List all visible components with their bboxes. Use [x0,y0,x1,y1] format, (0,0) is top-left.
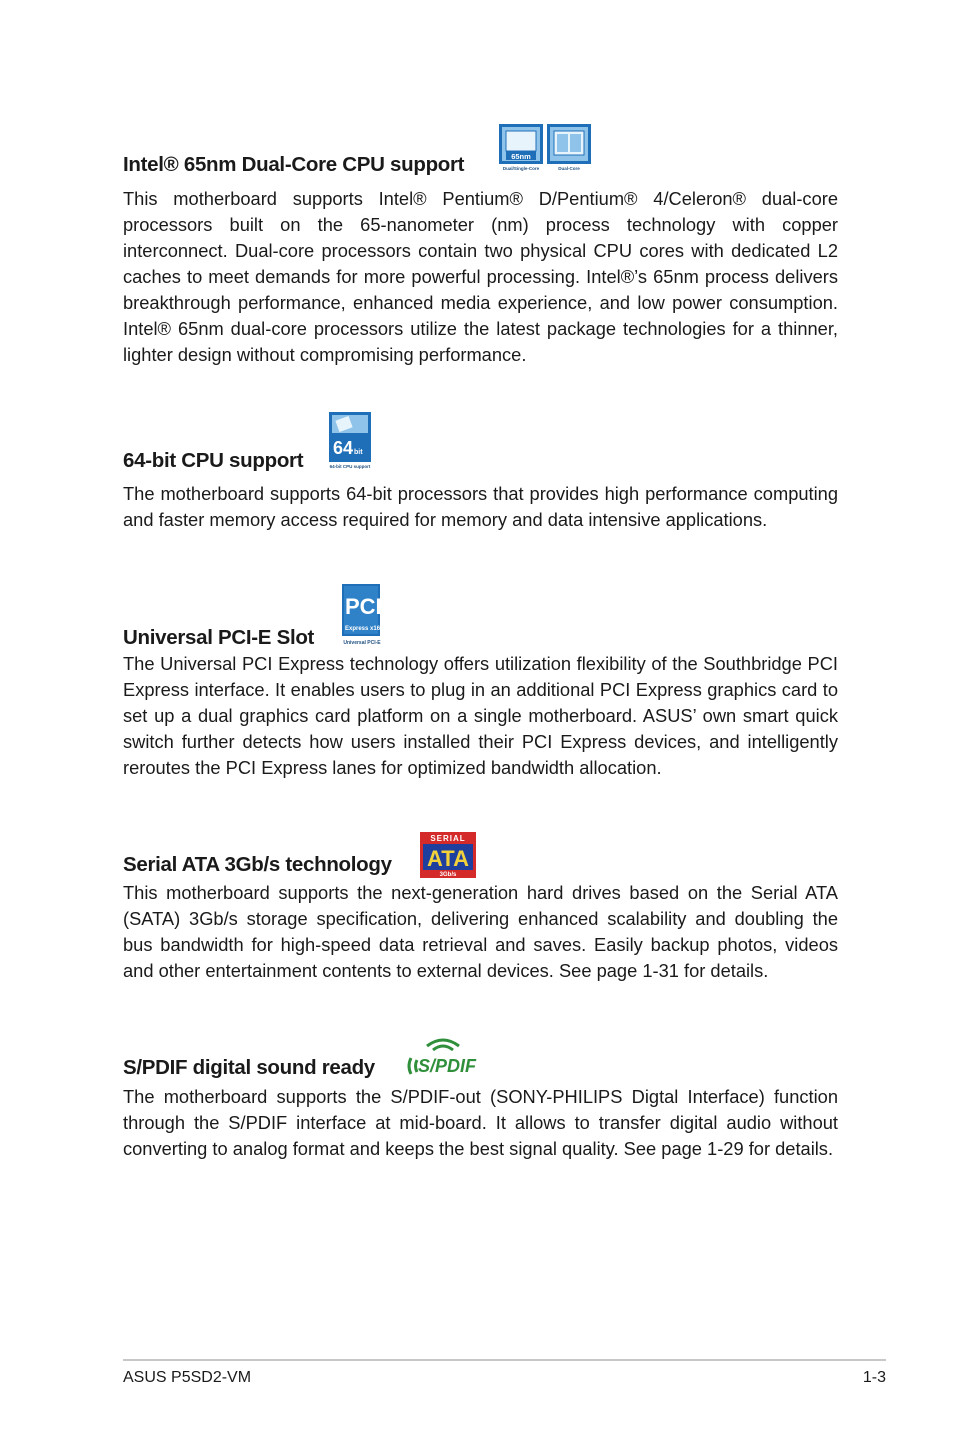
svg-text:64: 64 [333,438,354,458]
svg-text:Universal PCI-E: Universal PCI-E [343,640,381,646]
64-bit-cpu-logo-icon [329,412,371,470]
svg-text:64-bit CPU support: 64-bit CPU support [329,464,371,469]
serial-ata-logo-icon [420,832,476,878]
svg-text:65nm: 65nm [511,152,531,161]
section-heading: S/PDIF digital sound ready [123,1056,375,1079]
section-64bit-cpu [123,412,838,562]
footer-divider [123,1359,886,1361]
section-heading: Intel® 65nm Dual-Core CPU support [123,153,465,176]
section-heading: Universal PCI-E Slot [123,626,315,649]
svg-text:3Gb/s: 3Gb/s [439,872,457,878]
footer-page-number: 1-3 [862,1369,886,1386]
section-spdif [123,1036,838,1196]
svg-text:Dual/Single-Core: Dual/Single-Core [502,166,540,171]
svg-text:Dual-Core: Dual-Core [558,166,580,171]
section-heading: Serial ATA 3Gb/s technology [123,853,392,876]
section-body: The Universal PCI Express technology offers utilization flexibility of the Southbridge PCI Express interface. It enables users to plug in an additional PCI Express graphics card to set up a dual graphics card platform on a single motherboard. ASUS’ own smart quick switch further detects how users installed their PCI Express devices, and intelligently reroutes the PCI Express lanes for optimized bandwidth allocation. [123,653,838,778]
spdif-logo-icon [407,1036,479,1078]
section-intel-65nm [123,120,838,380]
svg-text:bit: bit [354,449,363,456]
section-body: This motherboard supports the next-generation hard drives based on the Serial ATA (SATA) 3Gb/s storage specification, delivering enhanced scalability and doubling the bus bandwidth for high-speed data retrieval and saves. Easily backup photos, videos and other entertainment contents to external devices. See page 1-31 for details. [123,882,838,981]
section-body: This motherboard supports Intel® Pentium® D/Pentium® 4/Celeron® dual-core processors built on the 65-nanometer (nm) process technology with copper interconnect. Dual-core processors contain two physical CPU cores with dedicated L2 caches to meet demands for more powerful processing. Intel®’s 65nm process delivers breakthrough performance, enhanced media experience, and low power consumption. Intel® 65nm dual-core processors utilize the latest package technologies for a thinner, lighter design without compromising performance. [123,188,838,365]
65nm-dual-single-core-logo-icon [499,124,543,172]
section-body: The motherboard supports 64-bit processors that provides high performance computing and faster memory access required for memory and data intensive applications. [123,483,838,530]
universal-pci-e-logo-icon [342,584,382,646]
section-heading: 64-bit CPU support [123,449,304,472]
section-serial-ata [123,830,838,1020]
section-universal-pci-e [123,584,838,814]
section-body: The motherboard supports the S/PDIF-out (SONY-PHILIPS Digtal Interface) function through the S/PDIF interface at mid-board. It allows to transfer digital audio without converting to analog format and keeps the best signal quality. See page 1-29 for details. [123,1086,838,1159]
svg-text:PCI: PCI [345,594,382,619]
dual-core-logo-icon [547,124,591,172]
svg-text:SERIAL: SERIAL [430,834,466,843]
svg-text:S/PDIF: S/PDIF [417,1056,477,1076]
svg-text:ATA: ATA [427,846,469,871]
svg-text:Express x16: Express x16 [345,626,381,632]
footer-manual-name: ASUS P5SD2-VM [123,1369,252,1386]
